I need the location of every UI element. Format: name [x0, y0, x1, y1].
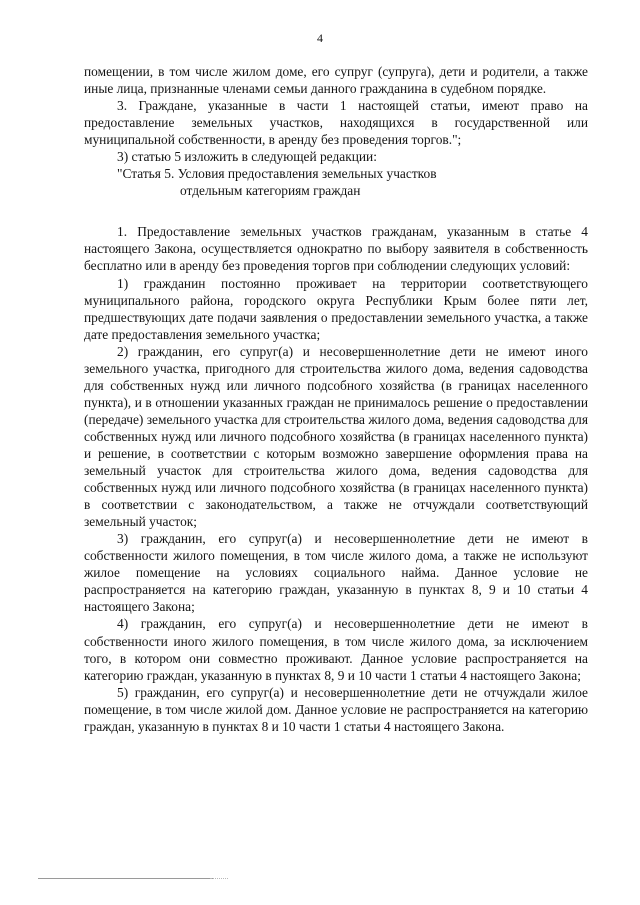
paragraph-part-3: 3. Граждане, указанные в части 1 настоящей статьи, имеют право на предоставление земельных участков, находящихся в государственной или муниципальной собственности, в аренду без проведения торгов."; — [84, 98, 588, 148]
condition-item-4: 4) гражданин, его супруг(а) и несовершеннолетние дети не имеют в собственности иного жилого помещения, в том числе жилого дома, за исключением того, в котором они совместно проживают. Данное условие распространяется на категорию граждан, указанную в пунктах 8, 9 и 10 части 1 статьи 4 настоящего Закона; — [84, 616, 588, 683]
article-part-1-intro: 1. Предоставление земельных участков гражданам, указанным в статье 4 настоящего Закона, осуществляется однократно по выбору заявителя в собственность бесплатно или в аренду без проведения торгов при соблюдении следующих условий: — [84, 224, 588, 274]
paragraph-continuation: помещении, в том числе жилом доме, его супруг (супруга), дети и родители, а также иные лица, признанные членами семьи данного гражданина в судебном порядке. — [84, 64, 588, 97]
heading-spacing — [84, 199, 588, 223]
document-body — [84, 63, 588, 735]
footer-rule-tail — [210, 878, 228, 879]
article-heading-line-2: отдельным категориям граждан — [180, 183, 361, 199]
paragraph-amendment-3: 3) статью 5 изложить в следующей редакции: — [117, 149, 377, 165]
article-heading-line-1: "Статья 5. Условия предоставления земельных участков — [117, 166, 437, 182]
footer-rule — [38, 878, 214, 879]
condition-item-2: 2) гражданин, его супруг(а) и несовершеннолетние дети не имеют иного земельного участка, пригодного для строительства жилого дома, ведения садоводства для собственных нужд или личного подсобного хозяйства (в границах населенного пункта), и в отношении указанных граждан не принималось решение о предоставлении (передаче) земельного участка для строительства жилого дома, ведения садоводства для собственных нужд или личного подсобного хозяйства (в границах населенного пункта) и решение, в соответствии с которым возможно завершение оформления права на земельный участок для строительства жилого дома, ведения садоводства для собственных нужд или личного подсобного хозяйства (в границах населенного пункта) в соответствии с законодательством, а также не отчуждали соответствующий земельный участок; — [84, 343, 589, 530]
condition-item-3: 3) гражданин, его супруг(а) и несовершеннолетние дети не имеют в собственности жилого помещения, в том числе жилого дома, а также не используют жилое помещение на условиях социального найма. Данное условие не распространяется на категорию граждан, указанную в пунктах 8, 9 и 10 статьи 4 настоящего Закона; — [84, 531, 588, 615]
page-number: 4 — [317, 31, 323, 45]
condition-item-1: 1) гражданин постоянно проживает на территории соответствующего муниципального района, городского округа Республики Крым более пяти лет, предшествующих дате подачи заявления о предоставлении земельного участка, а также дате предоставления земельного участка; — [84, 275, 588, 342]
condition-item-5: 5) гражданин, его супруг(а) и несовершеннолетние дети не отчуждали жилое помещение, в том числе жилой дом. Данное условие не распространяется на категорию граждан, указанную в пунктах 8 и 10 части 1 статьи 4 настоящего Закона. — [84, 684, 588, 734]
